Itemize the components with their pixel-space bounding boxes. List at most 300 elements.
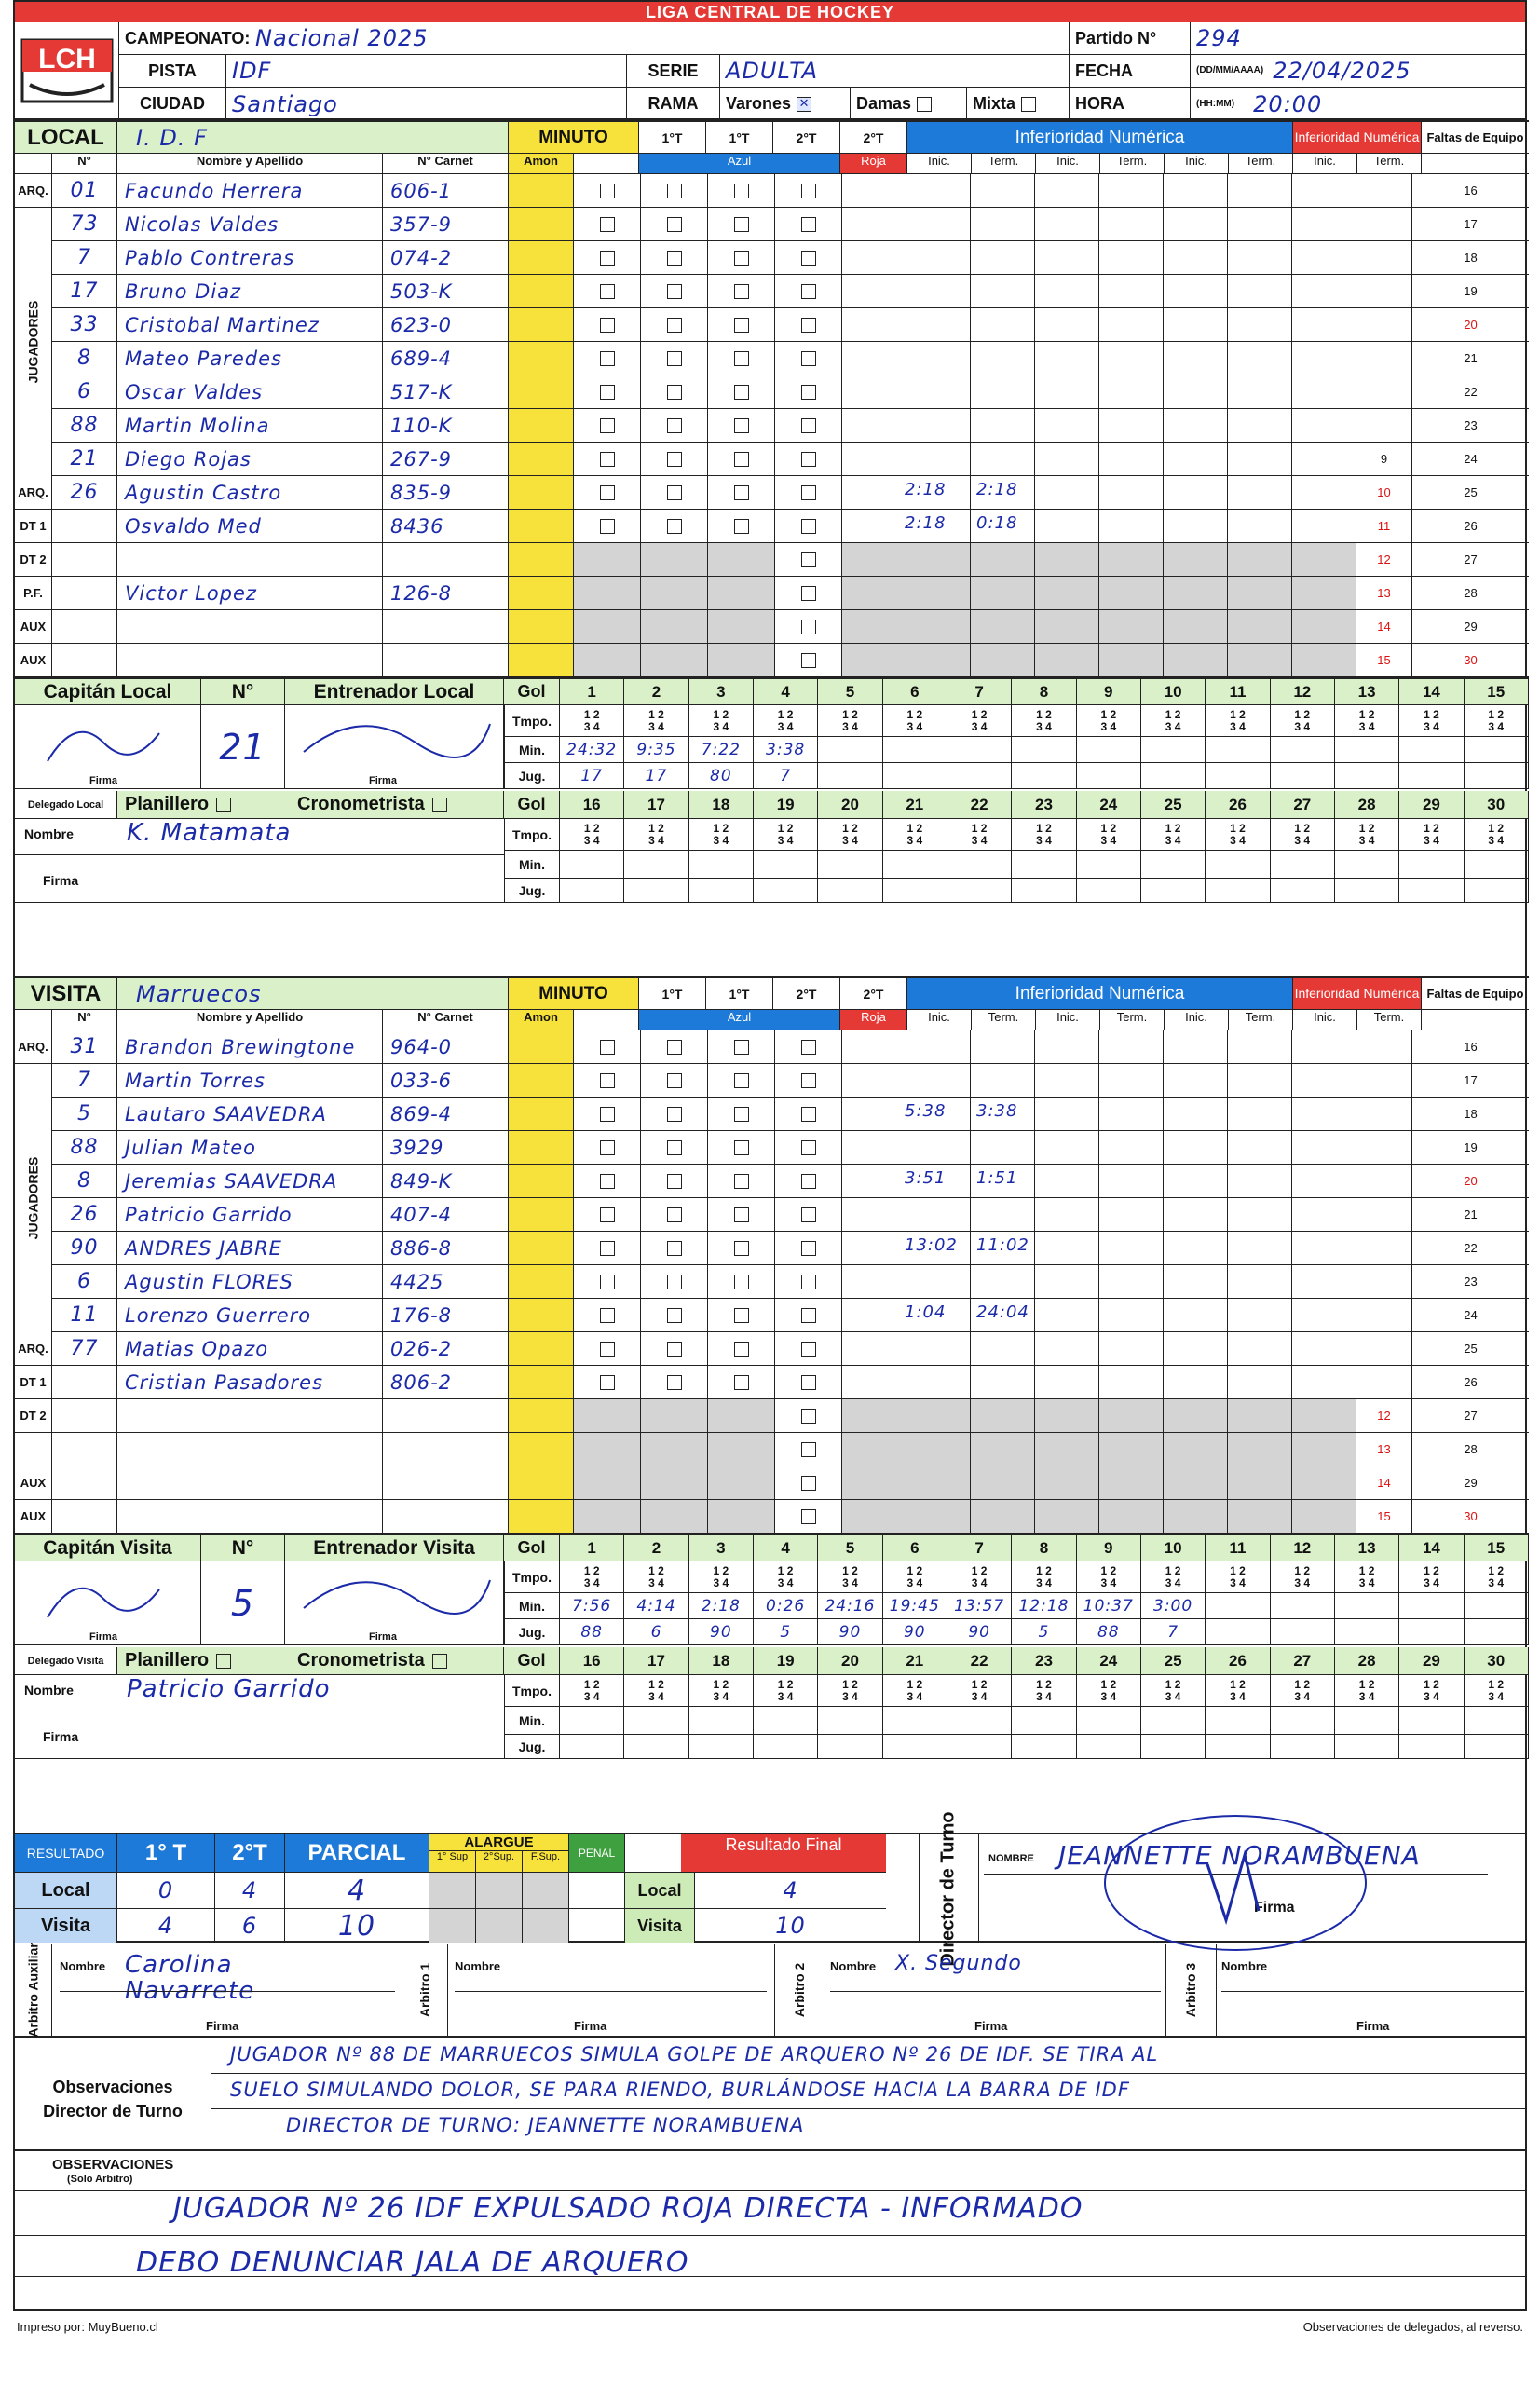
visita-checkbox[interactable] [667, 1107, 682, 1122]
local-inferioridad-cell[interactable] [842, 174, 906, 207]
visita-checkbox[interactable] [667, 1308, 682, 1323]
local-inferioridad-cell[interactable] [971, 308, 1035, 341]
local-player-name[interactable]: Victor Lopez [117, 577, 383, 609]
visita-player-amon[interactable] [509, 1030, 574, 1063]
local-tmpo-q12[interactable]: 1 2 [1230, 821, 1246, 835]
local-player-number[interactable]: 88 [52, 409, 117, 442]
local-inferioridad-cell[interactable] [1292, 241, 1356, 274]
local-jug-cell[interactable] [1271, 763, 1335, 788]
local-jug-cell[interactable] [947, 879, 1012, 902]
fecha-value[interactable]: 22/04/2025 [1273, 58, 1411, 84]
visita-inferioridad-cell[interactable] [906, 1500, 971, 1533]
visita-tmpo-q12[interactable]: 1 2 [906, 1563, 923, 1577]
visita-jug-cell[interactable] [1465, 1735, 1529, 1758]
local-inferioridad-inic[interactable]: 2:18 [905, 513, 947, 533]
visita-inferioridad-cell[interactable] [1164, 1198, 1228, 1231]
local-inferioridad-cell[interactable] [1164, 342, 1228, 375]
local-inferioridad-cell[interactable] [1035, 208, 1099, 240]
visita-inferioridad-cell[interactable] [1164, 1366, 1228, 1398]
visita-min-cell[interactable]: 12:18 [1012, 1593, 1076, 1618]
visita-inferioridad-cell[interactable] [1228, 1299, 1292, 1331]
visita-inferioridad-cell[interactable] [1035, 1332, 1099, 1365]
visita-min-cell[interactable] [1206, 1593, 1270, 1618]
visita-min-cell[interactable]: 7:56 [560, 1593, 624, 1618]
local-inferioridad-cell[interactable] [906, 308, 971, 341]
local-inferioridad-cell[interactable] [1035, 644, 1099, 676]
local-jug-cell[interactable] [1206, 763, 1270, 788]
visita-jug-cell[interactable] [1335, 1619, 1399, 1644]
local-inferioridad-cell[interactable] [1099, 577, 1164, 609]
local-jug-cell[interactable] [1077, 763, 1141, 788]
local-inferioridad-cell[interactable] [842, 342, 906, 375]
visita-inferioridad-cell[interactable] [971, 1198, 1035, 1231]
local-player-amon[interactable] [509, 577, 574, 609]
local-tmpo-q12[interactable]: 1 2 [713, 707, 729, 721]
visita-player-number[interactable]: 5 [52, 1098, 117, 1130]
visita-inferioridad-cell[interactable] [1292, 1500, 1356, 1533]
local-tmpo-q12[interactable]: 1 2 [906, 821, 923, 835]
local-final[interactable]: 4 [783, 1877, 798, 1903]
visita-roja-checkbox[interactable] [801, 1174, 816, 1189]
local-inferioridad-cell[interactable] [1228, 409, 1292, 442]
visita-tmpo-q34[interactable]: 3 4 [777, 1575, 794, 1589]
visita-inferioridad-cell[interactable] [1228, 1433, 1292, 1466]
local-min-cell[interactable] [1012, 851, 1076, 878]
local-tmpo-q12[interactable]: 1 2 [1230, 707, 1246, 721]
obs-director-line-2[interactable]: SUELO SIMULANDO DOLOR, SE PARA RIENDO, BURLÁNDOSE HACIA LA BARRA DE IDF [230, 2079, 1130, 2101]
local-inferioridad-cell[interactable] [1164, 174, 1228, 207]
visita-inferioridad-cell[interactable] [1292, 1198, 1356, 1231]
local-tmpo-q34[interactable]: 3 4 [1036, 833, 1052, 847]
visita-min-cell[interactable]: 0:26 [754, 1593, 818, 1618]
visita-tmpo-q12[interactable]: 1 2 [583, 1563, 600, 1577]
visita-checkbox[interactable] [734, 1342, 749, 1357]
visita-inferioridad-cell[interactable] [842, 1332, 906, 1365]
visita-inferioridad-term[interactable]: 24:04 [976, 1302, 1029, 1322]
local-player-carnet[interactable] [383, 543, 509, 576]
local-checkbox[interactable] [667, 351, 682, 366]
mixta-checkbox[interactable] [1021, 97, 1036, 112]
local-tmpo-q34[interactable]: 3 4 [1165, 833, 1181, 847]
visita-tmpo-q12[interactable]: 1 2 [1424, 1677, 1439, 1691]
local-tmpo-q34[interactable]: 3 4 [1358, 833, 1375, 847]
local-checkbox[interactable] [734, 184, 749, 198]
visita-tmpo-q34[interactable]: 3 4 [1358, 1575, 1375, 1589]
local-checkbox[interactable] [667, 519, 682, 534]
local-inferioridad-cell[interactable] [1228, 610, 1292, 643]
local-player-name[interactable]: Agustin Castro [117, 476, 383, 509]
visita-tmpo-q34[interactable]: 3 4 [1294, 1575, 1311, 1589]
local-inferioridad-cell[interactable] [1292, 174, 1356, 207]
local-inferioridad-cell[interactable] [1228, 342, 1292, 375]
local-checkbox[interactable] [600, 418, 615, 433]
visita-inferioridad-cell[interactable] [971, 1030, 1035, 1063]
visita-inferioridad-cell[interactable] [1292, 1366, 1356, 1398]
visita-inferioridad-cell[interactable] [1035, 1466, 1099, 1499]
local-jug-cell[interactable] [754, 879, 818, 902]
local-player-carnet[interactable]: 517-K [383, 375, 509, 408]
visita-player-carnet[interactable]: 026-2 [383, 1332, 509, 1365]
visita-checkbox[interactable] [734, 1140, 749, 1155]
local-inferioridad-cell[interactable] [1164, 308, 1228, 341]
local-inferioridad-cell[interactable] [906, 208, 971, 240]
local-tmpo-q12[interactable]: 1 2 [842, 821, 858, 835]
visita-player-number[interactable]: 26 [52, 1198, 117, 1231]
visita-tmpo-q34[interactable]: 3 4 [971, 1689, 988, 1703]
local-player-name[interactable]: Cristobal Martinez [117, 308, 383, 341]
local-inferioridad-cell[interactable] [1228, 241, 1292, 274]
local-min-cell[interactable] [689, 851, 754, 878]
visita-player-carnet[interactable]: 033-6 [383, 1064, 509, 1097]
visita-inferioridad-cell[interactable] [1099, 1433, 1164, 1466]
visita-inferioridad-cell[interactable] [906, 1433, 971, 1466]
local-jug-cell[interactable] [624, 879, 688, 902]
visita-min-cell[interactable] [1141, 1707, 1206, 1734]
local-jug-cell[interactable] [1335, 879, 1399, 902]
visita-min-cell[interactable] [1206, 1707, 1270, 1734]
visita-player-amon[interactable] [509, 1433, 574, 1466]
visita-tmpo-q12[interactable]: 1 2 [1488, 1563, 1505, 1577]
visita-min-cell[interactable] [818, 1707, 882, 1734]
local-player-amon[interactable] [509, 174, 574, 207]
visita-final[interactable]: 10 [775, 1913, 806, 1939]
visita-tmpo-q34[interactable]: 3 4 [1488, 1689, 1505, 1703]
local-checkbox[interactable] [667, 485, 682, 500]
local-min-cell[interactable]: 9:35 [624, 737, 688, 762]
local-player-name[interactable]: Bruno Diaz [117, 275, 383, 307]
visita-jug-cell[interactable] [1335, 1735, 1399, 1758]
visita-tmpo-q34[interactable]: 3 4 [1100, 1689, 1117, 1703]
local-inferioridad-cell[interactable] [906, 342, 971, 375]
visita-roja-checkbox[interactable] [801, 1342, 816, 1357]
local-inferioridad-cell[interactable] [906, 577, 971, 609]
visita-tmpo-q12[interactable]: 1 2 [842, 1677, 858, 1691]
visita-player-carnet[interactable]: 176-8 [383, 1299, 509, 1331]
local-inferioridad-cell[interactable] [1035, 610, 1099, 643]
visita-player-carnet[interactable] [383, 1433, 509, 1466]
visita-inferioridad-cell[interactable] [971, 1466, 1035, 1499]
visita-checkbox[interactable] [667, 1073, 682, 1088]
visita-jug-cell[interactable] [1206, 1619, 1270, 1644]
local-min-cell[interactable] [1335, 737, 1399, 762]
local-inferioridad-cell[interactable] [1035, 342, 1099, 375]
visita-min-cell[interactable] [1077, 1707, 1141, 1734]
local-inferioridad-cell[interactable] [1164, 241, 1228, 274]
local-inferioridad-cell[interactable] [1035, 510, 1099, 542]
visita-checkbox[interactable] [600, 1308, 615, 1323]
local-tmpo-q34[interactable]: 3 4 [1100, 833, 1117, 847]
visita-checkbox[interactable] [734, 1207, 749, 1222]
local-player-name[interactable]: Nicolas Valdes [117, 208, 383, 240]
visita-player-number[interactable]: 11 [52, 1299, 117, 1331]
visita-player-number[interactable] [52, 1500, 117, 1533]
visita-player-carnet[interactable]: 869-4 [383, 1098, 509, 1130]
local-inferioridad-cell[interactable] [1099, 208, 1164, 240]
local-jug-cell[interactable] [1012, 879, 1076, 902]
visita-checkbox[interactable] [600, 1342, 615, 1357]
visita-inferioridad-cell[interactable] [1164, 1131, 1228, 1164]
local-roja-checkbox[interactable] [801, 318, 816, 333]
visita-inferioridad-cell[interactable] [842, 1466, 906, 1499]
local-tmpo-q12[interactable]: 1 2 [1488, 821, 1505, 835]
visita-inferioridad-cell[interactable] [1035, 1064, 1099, 1097]
visita-jug-cell[interactable] [1271, 1735, 1335, 1758]
ciudad-value[interactable]: Santiago [226, 88, 627, 120]
visita-tmpo-q12[interactable]: 1 2 [971, 1677, 988, 1691]
local-player-amon[interactable] [509, 510, 574, 542]
local-inferioridad-cell[interactable] [842, 476, 906, 509]
visita-inferioridad-cell[interactable] [1099, 1165, 1164, 1197]
visita-player-name[interactable]: Julian Mateo [117, 1131, 383, 1164]
local-inferioridad-term[interactable]: 2:18 [976, 480, 1018, 499]
visita-player-amon[interactable] [509, 1399, 574, 1432]
local-inferioridad-cell[interactable] [1035, 275, 1099, 307]
visita-inferioridad-cell[interactable] [842, 1232, 906, 1264]
visita-delegado-nombre[interactable]: Patricio Garrido [127, 1675, 331, 1703]
director-nombre[interactable]: JEANNETTE NORAMBUENA [1058, 1840, 1421, 1871]
local-jug-cell[interactable] [1465, 763, 1529, 788]
visita-tmpo-q34[interactable]: 3 4 [1036, 1575, 1052, 1589]
visita-inferioridad-cell[interactable] [1228, 1500, 1292, 1533]
local-player-number[interactable] [52, 610, 117, 643]
local-checkbox[interactable] [600, 385, 615, 400]
local-inferioridad-cell[interactable] [1164, 443, 1228, 475]
local-player-number[interactable]: 17 [52, 275, 117, 307]
local-inferioridad-cell[interactable] [1164, 208, 1228, 240]
visita-inferioridad-cell[interactable] [1164, 1433, 1228, 1466]
visita-tmpo-q12[interactable]: 1 2 [1358, 1563, 1375, 1577]
local-inferioridad-cell[interactable] [1035, 443, 1099, 475]
local-checkbox[interactable] [667, 452, 682, 467]
local-tmpo-q34[interactable]: 3 4 [583, 833, 600, 847]
local-player-carnet[interactable]: 357-9 [383, 208, 509, 240]
visita-inferioridad-cell[interactable] [906, 1265, 971, 1298]
local-jug-cell[interactable] [947, 763, 1012, 788]
visita-inferioridad-cell[interactable] [842, 1399, 906, 1432]
local-player-number[interactable] [52, 644, 117, 676]
local-tmpo-q12[interactable]: 1 2 [1424, 707, 1439, 721]
local-inferioridad-cell[interactable] [1228, 275, 1292, 307]
visita-min-cell[interactable]: 10:37 [1077, 1593, 1141, 1618]
obs-line-1[interactable]: JUGADOR Nº 26 IDF EXPULSADO ROJA DIRECTA - INFORMADO [173, 2192, 1083, 2225]
visita-inferioridad-cell[interactable] [1035, 1232, 1099, 1264]
visita-inferioridad-cell[interactable] [1035, 1198, 1099, 1231]
visita-inferioridad-cell[interactable] [971, 1332, 1035, 1365]
visita-tmpo-q12[interactable]: 1 2 [906, 1677, 923, 1691]
local-inferioridad-cell[interactable] [906, 543, 971, 576]
visita-jug-cell[interactable]: 5 [754, 1619, 818, 1644]
local-inferioridad-cell[interactable] [1228, 308, 1292, 341]
local-inferioridad-cell[interactable] [842, 208, 906, 240]
local-checkbox[interactable] [734, 351, 749, 366]
local-inferioridad-cell[interactable] [971, 443, 1035, 475]
local-tmpo-q34[interactable]: 3 4 [1294, 719, 1311, 733]
local-player-carnet[interactable]: 126-8 [383, 577, 509, 609]
local-roja-checkbox[interactable] [801, 485, 816, 500]
visita-player-carnet[interactable]: 886-8 [383, 1232, 509, 1264]
visita-team-name[interactable]: Marruecos [117, 978, 509, 1009]
visita-player-carnet[interactable] [383, 1500, 509, 1533]
local-checkbox[interactable] [734, 318, 749, 333]
visita-tmpo-q12[interactable]: 1 2 [713, 1563, 729, 1577]
local-tmpo-q12[interactable]: 1 2 [1294, 821, 1311, 835]
visita-inferioridad-cell[interactable] [1164, 1466, 1228, 1499]
local-tmpo-q34[interactable]: 3 4 [1230, 719, 1246, 733]
local-inferioridad-cell[interactable] [1228, 510, 1292, 542]
visita-inferioridad-cell[interactable] [1164, 1098, 1228, 1130]
local-inferioridad-inic[interactable]: 2:18 [905, 480, 947, 499]
visita-inferioridad-cell[interactable] [1292, 1399, 1356, 1432]
visita-jug-cell[interactable] [1206, 1735, 1270, 1758]
visita-jug-cell[interactable]: 90 [883, 1619, 947, 1644]
local-checkbox[interactable] [734, 452, 749, 467]
visita-jug-cell[interactable]: 88 [1077, 1619, 1141, 1644]
visita-player-carnet[interactable] [383, 1466, 509, 1499]
local-player-name[interactable]: Mateo Paredes [117, 342, 383, 375]
visita-checkbox[interactable] [667, 1342, 682, 1357]
local-tmpo-q34[interactable]: 3 4 [971, 719, 988, 733]
visita-inferioridad-cell[interactable] [1035, 1165, 1099, 1197]
visita-player-carnet[interactable]: 964-0 [383, 1030, 509, 1063]
visita-checkbox[interactable] [667, 1040, 682, 1055]
visita-inferioridad-cell[interactable] [906, 1131, 971, 1164]
visita-checkbox[interactable] [734, 1107, 749, 1122]
local-inferioridad-cell[interactable] [906, 644, 971, 676]
visita-player-name[interactable] [117, 1500, 383, 1533]
visita-inferioridad-cell[interactable] [842, 1131, 906, 1164]
local-tmpo-q12[interactable]: 1 2 [648, 821, 664, 835]
visita-inferioridad-cell[interactable] [842, 1098, 906, 1130]
visita-inferioridad-cell[interactable] [1035, 1299, 1099, 1331]
local-tmpo-q12[interactable]: 1 2 [1294, 707, 1311, 721]
visita-inferioridad-cell[interactable] [1099, 1265, 1164, 1298]
local-checkbox[interactable] [734, 485, 749, 500]
local-checkbox[interactable] [667, 385, 682, 400]
hora-value[interactable]: 20:00 [1253, 90, 1323, 117]
local-player-name[interactable] [117, 644, 383, 676]
visita-checkbox[interactable] [734, 1073, 749, 1088]
pista-value[interactable]: IDF [226, 55, 627, 87]
visita-player-name[interactable]: Matias Opazo [117, 1332, 383, 1365]
visita-inferioridad-cell[interactable] [1099, 1030, 1164, 1063]
local-player-name[interactable]: Diego Rojas [117, 443, 383, 475]
local-min-cell[interactable] [1141, 737, 1206, 762]
local-min-cell[interactable]: 3:38 [754, 737, 818, 762]
local-inferioridad-cell[interactable] [971, 208, 1035, 240]
visita-inferioridad-cell[interactable] [1099, 1131, 1164, 1164]
local-player-carnet[interactable]: 267-9 [383, 443, 509, 475]
visita-min-cell[interactable] [624, 1707, 688, 1734]
local-inferioridad-cell[interactable] [906, 443, 971, 475]
local-roja-checkbox[interactable] [801, 452, 816, 467]
visita-checkbox[interactable] [734, 1308, 749, 1323]
visita-tmpo-q34[interactable]: 3 4 [906, 1689, 923, 1703]
visita-player-name[interactable] [117, 1466, 383, 1499]
local-checkbox[interactable] [667, 184, 682, 198]
visita-jug-cell[interactable]: 88 [560, 1619, 624, 1644]
visita-player-number[interactable]: 7 [52, 1064, 117, 1097]
visita-player-number[interactable]: 90 [52, 1232, 117, 1264]
visita-tmpo-q12[interactable]: 1 2 [971, 1563, 988, 1577]
serie-value[interactable]: ADULTA [720, 55, 1070, 87]
local-checkbox[interactable] [734, 385, 749, 400]
local-player-carnet[interactable]: 623-0 [383, 308, 509, 341]
visita-min-cell[interactable]: 2:18 [689, 1593, 754, 1618]
local-checkbox[interactable] [734, 284, 749, 299]
local-min-cell[interactable] [1141, 851, 1206, 878]
local-tmpo-q34[interactable]: 3 4 [1100, 719, 1117, 733]
visita-jug-cell[interactable] [754, 1735, 818, 1758]
local-player-carnet[interactable] [383, 644, 509, 676]
visita-inferioridad-cell[interactable] [1228, 1366, 1292, 1398]
visita-inferioridad-term[interactable]: 3:38 [976, 1101, 1018, 1121]
local-inferioridad-cell[interactable] [1164, 610, 1228, 643]
local-tmpo-q34[interactable]: 3 4 [777, 719, 794, 733]
visita-min-cell[interactable] [947, 1707, 1012, 1734]
local-roja-checkbox[interactable] [801, 519, 816, 534]
visita-inferioridad-cell[interactable] [1164, 1332, 1228, 1365]
local-inferioridad-cell[interactable] [1292, 644, 1356, 676]
visita-player-name[interactable]: Martin Torres [117, 1064, 383, 1097]
local-tmpo-q12[interactable]: 1 2 [1036, 821, 1052, 835]
aux-nombre[interactable]: Carolina Navarrete [125, 1951, 255, 2005]
local-inferioridad-cell[interactable] [906, 275, 971, 307]
visita-inferioridad-cell[interactable] [1228, 1030, 1292, 1063]
visita-tmpo-q12[interactable]: 1 2 [1230, 1677, 1246, 1691]
visita-jug-cell[interactable] [1399, 1735, 1464, 1758]
a2-nombre[interactable]: X. Segundo [895, 1952, 1022, 1975]
local-roja-checkbox[interactable] [801, 586, 816, 601]
local-tmpo-q12[interactable]: 1 2 [971, 707, 988, 721]
visita-tmpo-q34[interactable]: 3 4 [1165, 1689, 1181, 1703]
visita-checkbox[interactable] [734, 1040, 749, 1055]
visita-inferioridad-cell[interactable] [1164, 1064, 1228, 1097]
visita-inferioridad-cell[interactable] [971, 1265, 1035, 1298]
visita-player-number[interactable]: 6 [52, 1265, 117, 1298]
visita-player-amon[interactable] [509, 1098, 574, 1130]
visita-tmpo-q12[interactable]: 1 2 [777, 1563, 794, 1577]
local-inferioridad-cell[interactable] [971, 342, 1035, 375]
local-tmpo-q34[interactable]: 3 4 [713, 719, 729, 733]
local-inferioridad-cell[interactable] [1228, 174, 1292, 207]
visita-tmpo-q34[interactable]: 3 4 [1424, 1575, 1439, 1589]
visita-inferioridad-cell[interactable] [971, 1433, 1035, 1466]
local-player-amon[interactable] [509, 644, 574, 676]
visita-tmpo-q34[interactable]: 3 4 [971, 1575, 988, 1589]
local-inferioridad-cell[interactable] [971, 174, 1035, 207]
local-inferioridad-cell[interactable] [1292, 308, 1356, 341]
obs-director-line-1[interactable]: JUGADOR Nº 88 DE MARRUECOS SIMULA GOLPE DE ARQUERO Nº 26 DE IDF. SE TIRA AL [230, 2043, 1159, 2066]
visita-jug-cell[interactable]: 7 [1141, 1619, 1206, 1644]
local-tmpo-q12[interactable]: 1 2 [583, 707, 600, 721]
visita-inferioridad-cell[interactable] [1292, 1131, 1356, 1164]
local-min-cell[interactable] [1206, 737, 1270, 762]
visita-min-cell[interactable] [754, 1707, 818, 1734]
local-min-cell[interactable] [560, 851, 624, 878]
local-inferioridad-cell[interactable] [842, 241, 906, 274]
local-checkbox[interactable] [734, 519, 749, 534]
visita-player-amon[interactable] [509, 1299, 574, 1331]
local-inferioridad-cell[interactable] [1099, 375, 1164, 408]
local-jug-cell[interactable] [883, 879, 947, 902]
visita-inferioridad-inic[interactable]: 5:38 [905, 1101, 947, 1121]
visita-inferioridad-inic[interactable]: 3:51 [905, 1168, 947, 1188]
local-jug-cell[interactable] [1335, 763, 1399, 788]
local-player-number[interactable]: 21 [52, 443, 117, 475]
visita-tmpo-q34[interactable]: 3 4 [1488, 1575, 1505, 1589]
visita-jug-cell[interactable] [1077, 1735, 1141, 1758]
local-player-number[interactable]: 01 [52, 174, 117, 207]
